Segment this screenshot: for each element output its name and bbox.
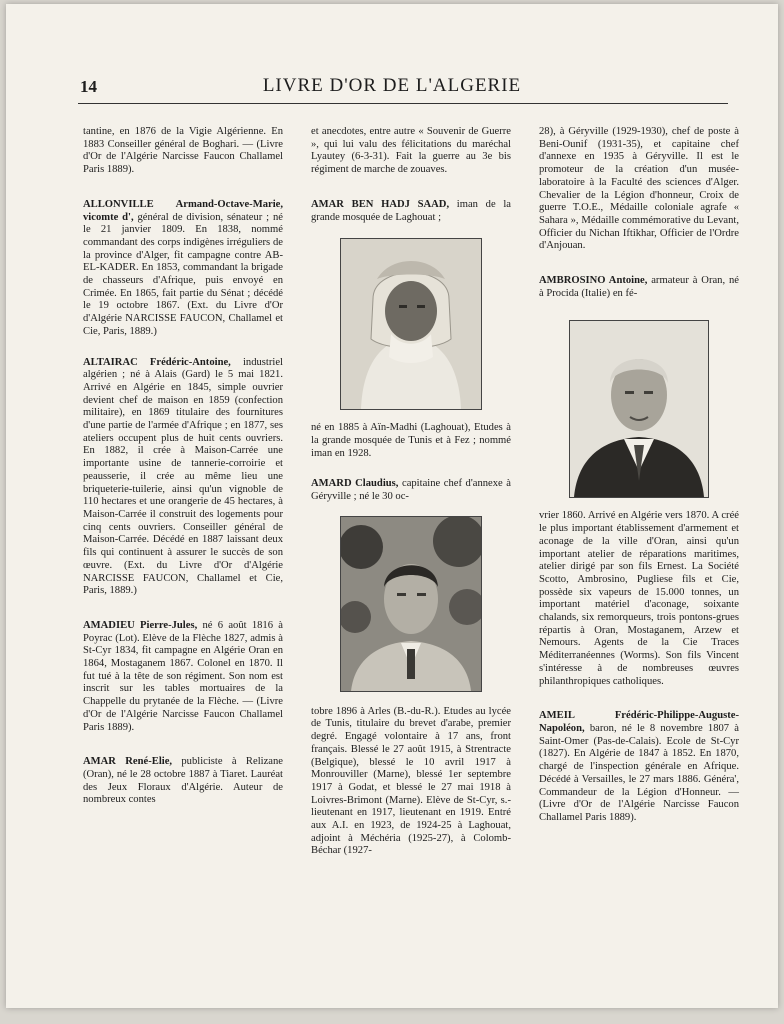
entry-name: AMBROSINO Antoine, [539, 275, 648, 287]
entry-text-continued: vrier 1860. Arrivé en Algérie vers 1870. A créé le plus important établissement d'armement et aconage de la ville d'Oran, ainsi qu'un important atelier de réparations maritimes, atelier dirigé par son fils Ernest. La Société Scotto, Ambrosino, Pugliese fils et Cie, possède six vapeurs de 15.000 tonnes, un important matériel d'aconage, soixante chalands, six remorqueurs, trois pontons-grues répartis à Oran, Mostaganem, Arzew et Nemours. Agents de la Cie Traces Méditerranéennes (Worms). Son fils Vincent s'intéresse à de nombreuses œuvres philanthropiques catholiques. [539, 510, 739, 687]
entry-name: ALLONVILLE Armand-Octave-Marie, vicomte d', [83, 198, 283, 223]
entry-amar-ben-hadj-saad [311, 199, 511, 224]
entry-name: AMADIEU Pierre-Jules, [83, 619, 198, 631]
entry-amar-rene [83, 756, 283, 807]
entry-altairac [83, 357, 283, 598]
col2-continued-text: et anecdotes, entre autre « Souvenir de Guerre », qui lui valu des félicitations du maréchal Lyautey (6-3-31). Fait la guerre au 3e bis régiment de marche de zouaves. [311, 126, 511, 176]
entry-text: iman de la grande mosquée de Laghouat ; [311, 198, 511, 223]
entry-name: AMARD Claudius, [311, 478, 399, 490]
entry-ameil [539, 710, 739, 824]
entry-allonville [83, 199, 283, 339]
entry-text: né 6 août 1816 à Poyrac (Lot). Elève de la Flèche 1827, admis à St-Cyr 1834, fit campagne en Algérie Oran en 1864, Mostaganem 1867. Colonel en 1870. Il fut tué à la tête de son régiment. Son nom est inscrit sur les tables mortuaires de la Chappelle du prytanée de la Flèche. — (Livre d'Or de l'Algérie Narcisse Faucon Challamel Paris 1889). [83, 619, 283, 733]
entry-text-continued: né en 1885 à Aïn-Madhi (Laghouat), Etudes à la grande mosquée de Tunis et à Fez ; nommé iman en 1928. [311, 422, 511, 459]
entry-name: AMEIL Frédéric-Philippe-Auguste-Napoléon, [539, 710, 739, 734]
page-number: 14 [80, 77, 97, 96]
portrait-photo-ambrosino [569, 320, 709, 498]
col3-continued-text: 28), à Géryville (1929-1930), chef de poste à Beni-Ounif (1931-35), et capitaine chef d'annexe en 1935 à Géryville. Il est le promoteur de la création d'un musée-laboratoire à la Faculté des sciences d'Alger. Chevalier de la Légion d'honneur, Croix de guerre T.O.E., Médaille coloniale agrafe « Sahara », Médaille commémorative du Levant, Officier du Nichan Iftikhar, Officier de l'Ordre d'Anjouan. [539, 126, 739, 252]
column-1 [83, 126, 283, 807]
entry-amadieu [83, 620, 283, 734]
entry-text: industriel algérien ; né à Alais (Gard) le 5 mai 1821. Arrivé en Algérie en 1845, simple ouvrier devient chef de maison en 1859 (confection militaire), en 1869 titulaire des fournitures d'une partie de l'armée d'Afrique ; en 1877, ses ateliers occupent plus de huit cents ouvriers. En 1882, il crée à Maison-Carrée une importante usine de tannerie-corroirie et peausserie, il crée au même lieu une briqueterie-tuilerie, ainsi qu'un vignoble de 110 hectares et une orangerie de 45 hectares, à Maison-Carrée il construit des logements pour cinq cents ouvriers. Conseiller général de Maison-Carrée. Décédé en 1887 laissant deux fils qui continuent à assurer le succès de son œuvre. (Ext. du Livre d'Or d'Algérie NARCISSE FAUCON, Challamel et Cie, Paris, 1889.) [83, 356, 283, 597]
column-2 [311, 126, 511, 858]
column-3 [539, 126, 739, 825]
document-page [6, 4, 778, 1008]
entry-text-continued: tobre 1896 à Arles (B.-du-R.). Etudes au lycée de Tunis, titulaire du brevet d'arabe, premier degré. Engagé volontaire à 17 ans, front français. Blessé le 27 août 1915, à Strentracte (Belgique), blessé le 10 avril 1917 à Monrouviller (Marne), blessé 1er septembre 1917 à Godat, et blessé le 27 mai 1918 à Loivres-Brimont (Marne). Elève de St-Cyr, s.-lieutenant en 1917, lieutenant en 1919. Entré aux A.I. en 1923, de 1924-25 à Laghouat, adjoint à Méchéria (1925-27), à Colomb-Béchar (1927- [311, 705, 511, 857]
entry-text: général de division, sénateur ; né le 21 janvier 1809. En 1838, nommé commandant des corps indigènes irréguliers de la province d'Alger, fit campagne contre AB-EL-KADER. En 1853, commandant la brigade de chasseurs d'Afrique, puis envoyé en Crimée. En 1865, fait partie du Sénat ; décédé le 19 octobre 1867. (Ext. du Livre d'Or d'Algérie NARCISSE FAUCON, Challamel et Cie, Paris, 1889.) [83, 211, 283, 337]
entry-text: capitaine chef d'annexe à Géryville ; né le 30 oc- [311, 478, 511, 503]
header-rule [78, 103, 728, 104]
portrait-photo-amard [340, 516, 482, 692]
entry-amard [311, 478, 511, 503]
entry-text: armateur à Oran, né à Procida (Italie) en fé- [539, 275, 739, 299]
entry-ambrosino [539, 275, 739, 300]
running-title: LIVRE D'OR DE L'ALGERIE [262, 75, 522, 96]
entry-name: AMAR René-Elie, [83, 756, 173, 768]
entry-name: ALTAIRAC Frédéric-Antoine, [83, 356, 231, 368]
entry-text: publiciste à Relizane (Oran), né le 28 octobre 1887 à Tiaret. Lauréat des Jeux Floraux d'Algérie. Auteur de nombreux contes [83, 756, 283, 806]
portrait-photo-amar-ben-hadj-saad [340, 238, 482, 410]
entry-text: baron, né le 8 novembre 1807 à Saint-Omer (Pas-de-Calais). Ecole de St-Cyr (1827). En Algérie de 1847 à 1852. En 1870, chargé de l'inspection générale en Afrique. Décédé à Versailles, le 27 mars 1886. Généra', Commandeur de la Légion d'Honneur. — (Livre d'Or de l'Algérie Narcisse Faucon Challamel Paris 1889). [539, 722, 739, 823]
col1-continued-text: tantine, en 1876 de la Vigie Algérienne. En 1883 Conseiller général de Boghari. — (Livre d'Or de l'Algérie Narcisse Faucon Challamel Paris 1889). [83, 126, 283, 176]
entry-name: AMAR BEN HADJ SAAD, [311, 198, 450, 210]
